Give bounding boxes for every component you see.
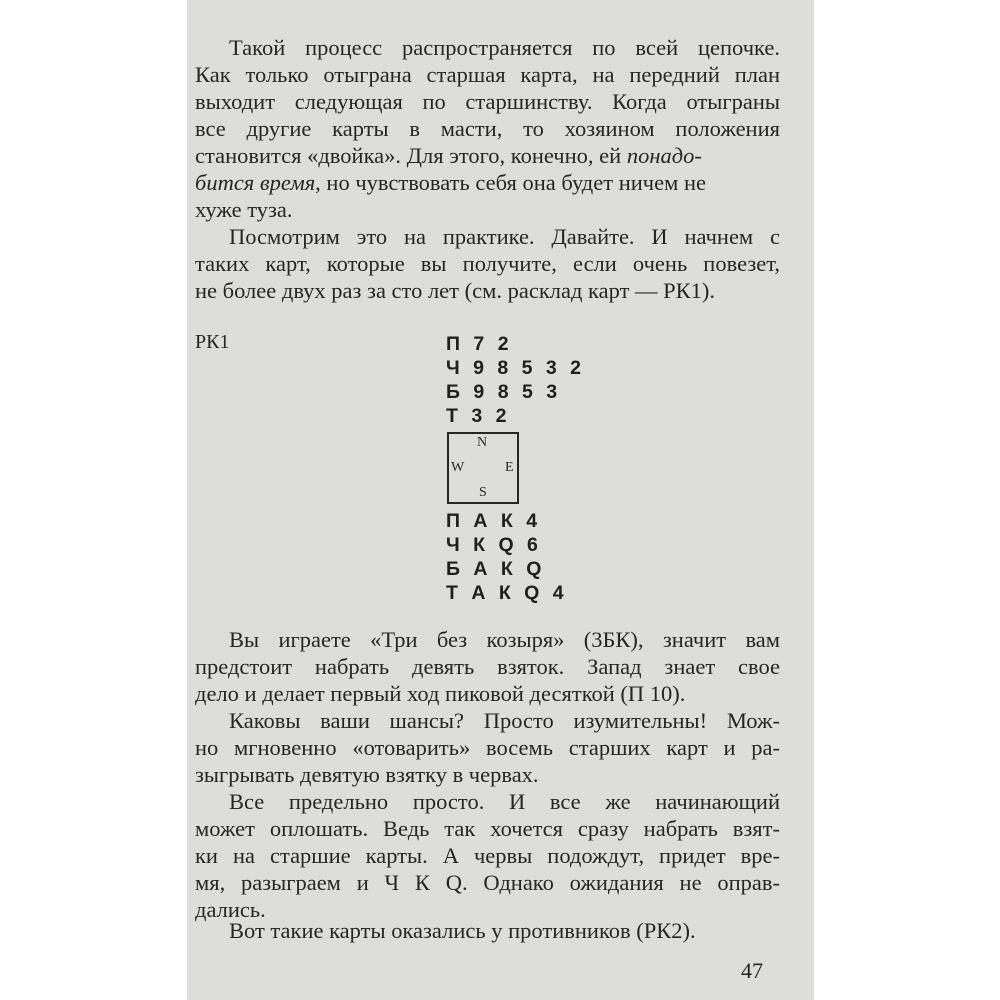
hand-line: Б 9 8 5 3 [446,381,562,403]
text-line: ки на старшие карты. А червы подождут, придет вре- [195,843,780,868]
text-line: дались. [195,897,266,922]
paragraph-2 [195,223,780,304]
text-line: не более двух раз за сто лет (см. расклад карт — РК1). [195,278,716,303]
south-hand [446,509,568,605]
text-line: зыгрывать девятую взятку в червах. [195,762,539,787]
text-segment: становится «двойка». Для этого, конечно, ей [195,143,627,168]
hand-line: Б А К Q [446,558,546,580]
text-line [195,142,780,169]
text-line: хуже туза. [195,197,293,222]
text-line: Все предельно просто. И все же начинающий [229,789,780,814]
text-line: может оплошать. Ведь так хочется сразу набрать взят- [195,816,780,841]
compass-west: W [451,460,465,475]
text-line: предстоит набрать девять взяток. Запад знает свое [195,654,780,679]
compass-north: N [477,435,488,450]
text-line: Такой процесс распространяется по всей цепочке. [229,35,780,60]
hand-line: П А К 4 [446,510,542,532]
text-line: Посмотрим это на практике. Давайте. И начнем с [229,224,780,249]
text-line: мя, разыграем и Ч К Q. Однако ожидания не оправ- [195,870,780,895]
text-line: выходит следующая по старшинству. Когда отыграны [195,89,780,114]
paragraph-3 [195,626,780,707]
text-line [195,169,780,196]
compass-south: S [479,485,487,500]
text-line: Вы играете «Три без козыря» (3БК), значит вам [229,627,780,652]
compass-box [447,432,519,504]
text-line: таких карт, которые вы получите, если очень повезет, [195,251,780,276]
italic-text: понадо- [626,143,702,168]
hand-line: Ч 9 8 5 3 2 [446,357,586,379]
paragraph-6 [195,917,780,944]
page-number: 47 [741,958,763,983]
text-line: Каковы ваши шансы? Просто изумительны! Мож- [229,708,780,733]
text-line: все другие карты в масти, то хозяином положения [195,116,780,141]
text-line: дело и делает первый ход пиковой десяткой (П 10). [195,681,686,706]
paragraph-1 [195,34,780,223]
hand-line: Ч К Q 6 [446,534,542,556]
hand-line: П 7 2 [446,333,513,355]
italic-text: бится время [195,170,316,195]
text-segment: , но чувствовать себя она будет ничем не [315,170,706,195]
compass-east: E [505,460,514,475]
hand-line: Т 3 2 [446,405,511,427]
diagram-label: РК1 [195,331,230,353]
paragraph-5 [195,788,780,923]
hand-line: Т А К Q 4 [446,582,568,604]
text-line: но мгновенно «отоварить» восемь старших карт и ра- [195,735,780,760]
north-hand [446,332,585,428]
text-line: Как только отыграна старшая карта, на передний план [195,62,780,87]
paragraph-4 [195,707,780,788]
text-line: Вот такие карты оказались у противников (РК2). [229,918,696,943]
